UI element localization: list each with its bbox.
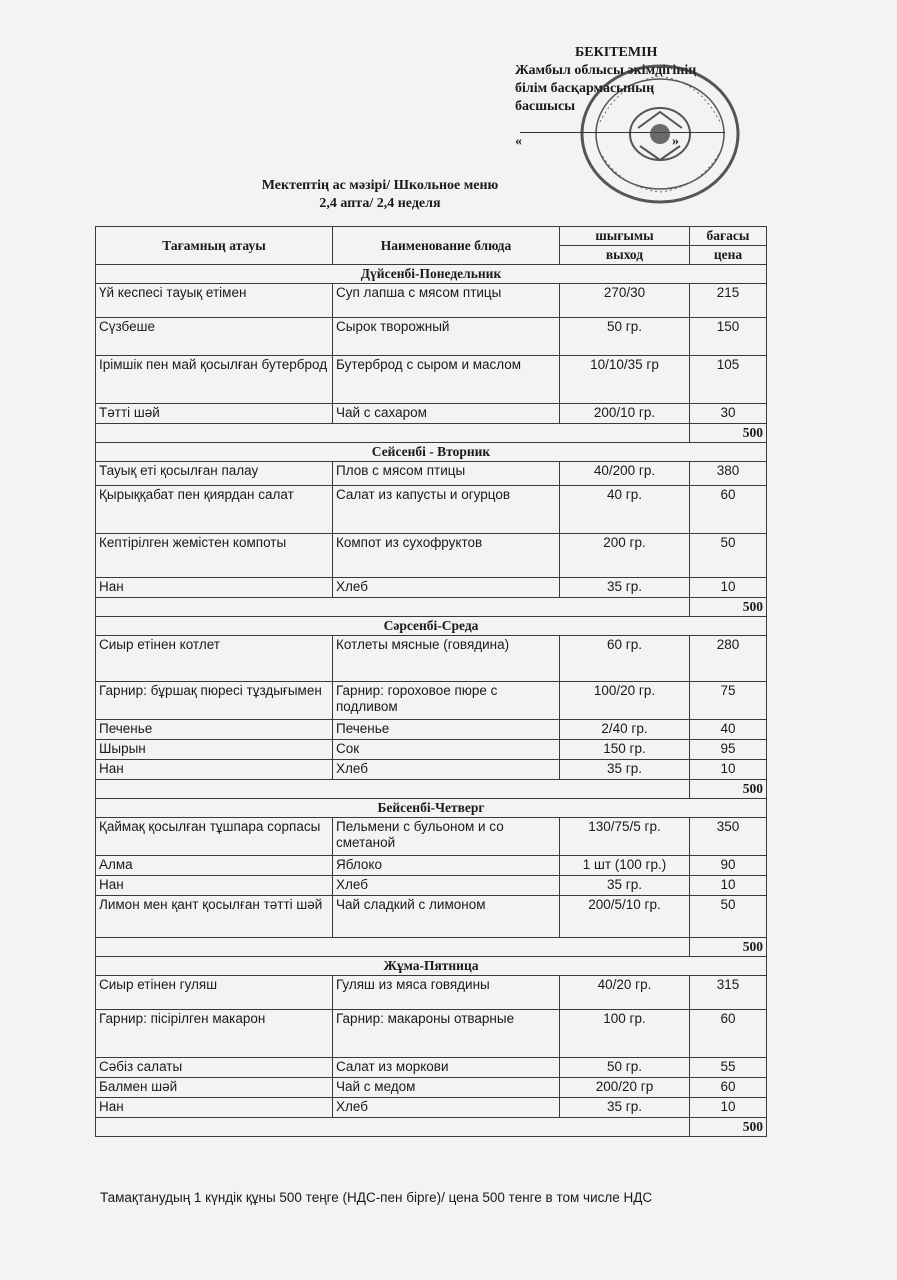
menu-item-row: [96, 1078, 767, 1098]
dish-name-ru: Бутерброд с сыром и маслом: [333, 356, 560, 404]
approval-line-1: БЕКІТЕМІН: [575, 45, 658, 60]
menu-item-row: [96, 284, 767, 318]
menu-item-row: [96, 760, 767, 780]
dish-name-ru: Гарнир: гороховое пюре с подливом: [333, 682, 560, 720]
dish-name-ru: Гарнир: макароны отварные: [333, 1010, 560, 1058]
dish-yield: 50 гр.: [560, 1058, 690, 1078]
day-name: Дүйсенбі-Понедельник: [96, 265, 767, 284]
header-yield-kz: шығымы: [560, 227, 690, 246]
dish-yield: 35 гр.: [560, 876, 690, 896]
dish-yield: 40 гр.: [560, 486, 690, 534]
dish-price: 75: [690, 682, 767, 720]
dish-name-kz: Қаймақ қосылған тұшпара сорпасы: [96, 818, 333, 856]
day-total: 500: [690, 1118, 767, 1137]
total-spacer: [96, 780, 690, 799]
day-row: [96, 957, 767, 976]
dish-yield: 200/10 гр.: [560, 404, 690, 424]
dish-name-kz: Гарнир: пісірілген макарон: [96, 1010, 333, 1058]
dish-name-kz: Сәбіз салаты: [96, 1058, 333, 1078]
dish-name-kz: Нан: [96, 760, 333, 780]
dish-name-kz: Сиыр етінен гуляш: [96, 976, 333, 1010]
menu-item-row: [96, 462, 767, 486]
page-title: [170, 177, 590, 213]
dish-yield: 35 гр.: [560, 760, 690, 780]
title-line-1: Мектептің ас мәзірі/ Школьное меню: [261, 178, 499, 193]
menu-item-row: [96, 1058, 767, 1078]
day-row: [96, 617, 767, 636]
dish-yield: 200/5/10 гр.: [560, 896, 690, 938]
menu-item-row: [96, 1098, 767, 1118]
dish-name-kz: Гарнир: бұршақ пюресі тұздығымен: [96, 682, 333, 720]
dish-name-kz: Ірімшік пен май қосылған бутерброд: [96, 356, 333, 404]
dish-name-kz: Сүзбеше: [96, 318, 333, 356]
dish-name-ru: Компот из сухофруктов: [333, 534, 560, 578]
header-kz-name: Тағамның атауы: [96, 227, 333, 265]
dish-name-kz: Тәтті шәй: [96, 404, 333, 424]
menu-item-row: [96, 720, 767, 740]
menu-item-row: [96, 356, 767, 404]
dish-yield: 60 гр.: [560, 636, 690, 682]
menu-item-row: [96, 682, 767, 720]
dish-name-ru: Чай с медом: [333, 1078, 560, 1098]
dish-yield: 1 шт (100 гр.): [560, 856, 690, 876]
dish-price: 60: [690, 1010, 767, 1058]
dish-name-kz: Нан: [96, 876, 333, 896]
dish-yield: 100 гр.: [560, 1010, 690, 1058]
dish-price: 150: [690, 318, 767, 356]
menu-item-row: [96, 318, 767, 356]
dish-yield: 35 гр.: [560, 1098, 690, 1118]
day-total: 500: [690, 424, 767, 443]
dish-name-ru: Хлеб: [333, 876, 560, 896]
dish-name-kz: Үй кеспесі тауық етімен: [96, 284, 333, 318]
menu-item-row: [96, 896, 767, 938]
dish-price: 350: [690, 818, 767, 856]
dish-name-ru: Печенье: [333, 720, 560, 740]
dish-name-kz: Лимон мен қант қосылған тәтті шәй: [96, 896, 333, 938]
menu-item-row: [96, 976, 767, 1010]
day-name: Сәрсенбі-Среда: [96, 617, 767, 636]
approval-line-4: басшысы: [515, 99, 576, 114]
menu-item-row: [96, 876, 767, 896]
day-total: 500: [690, 938, 767, 957]
dish-name-kz: Балмен шәй: [96, 1078, 333, 1098]
dish-yield: 40/200 гр.: [560, 462, 690, 486]
dish-name-ru: Плов с мясом птицы: [333, 462, 560, 486]
dish-name-ru: Хлеб: [333, 1098, 560, 1118]
dish-name-kz: Нан: [96, 1098, 333, 1118]
dish-yield: 2/40 гр.: [560, 720, 690, 740]
dish-price: 40: [690, 720, 767, 740]
dish-price: 60: [690, 1078, 767, 1098]
header-ru-name: Наименование блюда: [333, 227, 560, 265]
title-line-2: 2,4 апта/ 2,4 неделя: [319, 196, 441, 211]
dish-name-ru: Сырок творожный: [333, 318, 560, 356]
footnote: Тамақтанудың 1 күндік құны 500 теңге (НДС-пен бірге)/ цена 500 тенге в том числе НДС: [100, 1190, 653, 1205]
dish-price: 95: [690, 740, 767, 760]
menu-body: [96, 265, 767, 1137]
total-spacer: [96, 598, 690, 617]
total-spacer: [96, 1118, 690, 1137]
dish-name-kz: Кептірілген жемістен компоты: [96, 534, 333, 578]
total-row: [96, 1118, 767, 1137]
dish-price: 315: [690, 976, 767, 1010]
approval-line-3: білім басқармасының: [515, 81, 655, 96]
dish-price: 10: [690, 1098, 767, 1118]
dish-name-kz: Печенье: [96, 720, 333, 740]
day-name: Жұма-Пятница: [96, 957, 767, 976]
dish-name-ru: Яблоко: [333, 856, 560, 876]
menu-item-row: [96, 636, 767, 682]
dish-price: 10: [690, 578, 767, 598]
dish-yield: 35 гр.: [560, 578, 690, 598]
dish-yield: 50 гр.: [560, 318, 690, 356]
header-yield-ru: выход: [560, 246, 690, 265]
dish-name-ru: Хлеб: [333, 578, 560, 598]
dish-name-ru: Чай с сахаром: [333, 404, 560, 424]
dish-name-ru: Чай сладкий с лимоном: [333, 896, 560, 938]
day-row: [96, 265, 767, 284]
dish-name-ru: Хлеб: [333, 760, 560, 780]
menu-item-row: [96, 486, 767, 534]
dish-name-kz: Алма: [96, 856, 333, 876]
total-spacer: [96, 938, 690, 957]
dish-name-kz: Қырыққабат пен қиярдан салат: [96, 486, 333, 534]
day-total: 500: [690, 598, 767, 617]
dish-name-kz: Шырын: [96, 740, 333, 760]
dish-price: 280: [690, 636, 767, 682]
total-row: [96, 780, 767, 799]
approval-date-line: « »: [515, 134, 679, 149]
dish-name-ru: Гуляш из мяса говядины: [333, 976, 560, 1010]
dish-price: 55: [690, 1058, 767, 1078]
total-row: [96, 424, 767, 443]
dish-yield: 270/30: [560, 284, 690, 318]
dish-name-ru: Салат из капусты и огурцов: [333, 486, 560, 534]
dish-yield: 200 гр.: [560, 534, 690, 578]
dish-yield: 10/10/35 гр: [560, 356, 690, 404]
dish-price: 50: [690, 534, 767, 578]
dish-yield: 100/20 гр.: [560, 682, 690, 720]
menu-item-row: [96, 740, 767, 760]
menu-item-row: [96, 818, 767, 856]
dish-price: 60: [690, 486, 767, 534]
approval-line-2: Жамбыл облысы әкімдігінің: [515, 63, 697, 78]
dish-yield: 200/20 гр: [560, 1078, 690, 1098]
day-name: Бейсенбі-Четверг: [96, 799, 767, 818]
menu-item-row: [96, 856, 767, 876]
day-row: [96, 799, 767, 818]
menu-item-row: [96, 534, 767, 578]
day-total: 500: [690, 780, 767, 799]
total-row: [96, 938, 767, 957]
dish-price: 10: [690, 760, 767, 780]
day-row: [96, 443, 767, 462]
total-row: [96, 598, 767, 617]
dish-name-ru: Пельмени с бульоном и со сметаной: [333, 818, 560, 856]
header-price-kz: бағасы: [690, 227, 767, 246]
dish-name-kz: Сиыр етінен котлет: [96, 636, 333, 682]
header-price-ru: цена: [690, 246, 767, 265]
dish-name-ru: Суп лапша с мясом птицы: [333, 284, 560, 318]
menu-table: [95, 226, 767, 1137]
dish-yield: 130/75/5 гр.: [560, 818, 690, 856]
dish-price: 90: [690, 856, 767, 876]
dish-name-ru: Салат из моркови: [333, 1058, 560, 1078]
dish-name-kz: Нан: [96, 578, 333, 598]
menu-item-row: [96, 578, 767, 598]
dish-price: 10: [690, 876, 767, 896]
dish-yield: 150 гр.: [560, 740, 690, 760]
dish-yield: 40/20 гр.: [560, 976, 690, 1010]
dish-price: 215: [690, 284, 767, 318]
dish-name-ru: Сок: [333, 740, 560, 760]
dish-price: 380: [690, 462, 767, 486]
menu-item-row: [96, 1010, 767, 1058]
dish-price: 50: [690, 896, 767, 938]
total-spacer: [96, 424, 690, 443]
dish-name-kz: Тауық еті қосылған палау: [96, 462, 333, 486]
dish-price: 105: [690, 356, 767, 404]
menu-item-row: [96, 404, 767, 424]
dish-price: 30: [690, 404, 767, 424]
dish-name-ru: Котлеты мясные (говядина): [333, 636, 560, 682]
day-name: Сейсенбі - Вторник: [96, 443, 767, 462]
